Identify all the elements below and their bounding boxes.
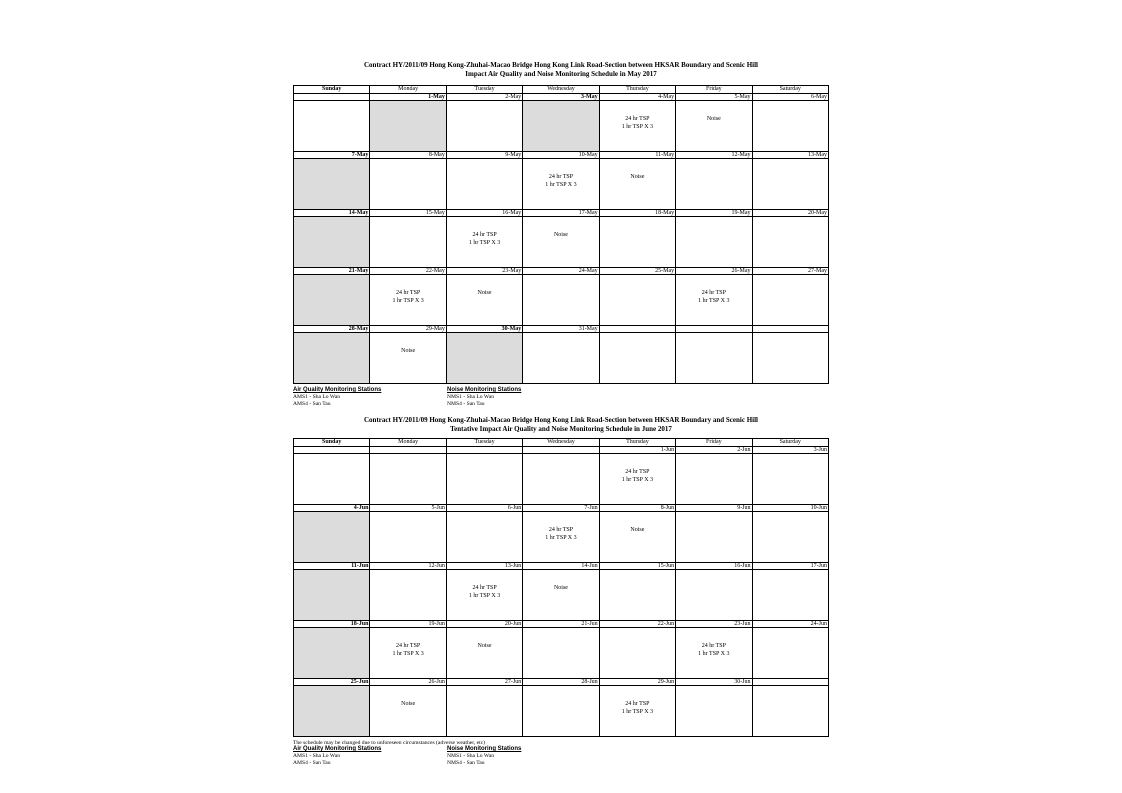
day-date: 19-May [676,210,752,217]
weekday-header-row [294,439,829,447]
weekday-header: Saturday [752,439,828,447]
weekday-header: Thursday [599,86,675,94]
monitoring-event [600,275,675,290]
day-cell [294,101,370,152]
monitoring-event [370,217,445,232]
day-date: 9-May [446,152,522,159]
day-cell [676,101,752,152]
weekday-header: Wednesday [523,439,599,447]
day-cell [523,686,599,737]
monitoring-event [523,333,598,348]
day-cell [446,454,522,505]
day-date: 22-May [370,268,446,275]
day-cell [599,570,675,621]
day-cell [599,275,675,326]
day-date: 27-Jun [446,679,522,686]
day-cell [370,275,446,326]
day-cell [599,333,675,384]
day-date: 10-Jun [752,505,828,512]
day-date: 22-Jun [599,621,675,628]
monitoring-event [676,686,751,701]
day-cell [446,275,522,326]
week-date-row [294,505,829,512]
monitoring-event [370,512,445,527]
monitoring-event: Noise [553,585,568,591]
june-aq-legend-title: Air Quality Monitoring Stations [293,746,382,752]
weekday-header: Tuesday [446,439,522,447]
week-body-row [294,628,829,679]
may-title-line1: Contract HY/2011/09 Hong Kong-Zhuhai-Macao Bridge Hong Kong Link Road-Section between HKSAR Boundary and Scenic Hill [364,61,758,69]
day-cell [599,454,675,505]
weekday-header: Monday [370,86,446,94]
day-cell [446,159,522,210]
day-cell [446,217,522,268]
monitoring-event: Noise [401,701,416,707]
monitoring-event: 24 hr TSP 1 hr TSP X 3 [621,701,654,715]
monitoring-event: 24 hr TSP 1 hr TSP X 3 [468,232,501,246]
week-body-row [294,570,829,621]
june-noise-legend-title: Noise Monitoring Stations [447,746,522,752]
day-cell [370,454,446,505]
day-cell [370,159,446,210]
day-date: 8-Jun [599,505,675,512]
monitoring-event [676,570,751,585]
week-body-row [294,512,829,563]
week-body-row [294,333,829,384]
monitoring-event: 24 hr TSP 1 hr TSP X 3 [468,585,501,599]
day-date [752,679,828,686]
day-date: 17-Jun [752,563,828,570]
day-date: 29-May [370,326,446,333]
day-cell [523,570,599,621]
day-cell [752,512,828,563]
day-date: 31-May [523,326,599,333]
weekday-header: Tuesday [446,86,522,94]
monitoring-event [294,101,369,116]
monitoring-event [753,217,828,232]
day-cell [446,570,522,621]
day-cell [523,628,599,679]
day-date [446,447,522,454]
monitoring-event [447,454,522,469]
day-date: 2-Jun [676,447,752,454]
day-cell [294,628,370,679]
day-date [676,326,752,333]
day-cell [523,217,599,268]
monitoring-event: Noise [477,290,492,296]
week-date-row [294,94,829,101]
day-cell [676,686,752,737]
day-cell [752,275,828,326]
monitoring-event [370,454,445,469]
monitoring-event: 24 hr TSP 1 hr TSP X 3 [621,116,654,130]
june-title [293,416,829,433]
day-cell [752,686,828,737]
day-date: 7-May [294,152,370,159]
day-cell [752,628,828,679]
schedule-note: The schedule may be changed due to unforeseen circumstances (adverse weather, etc) [293,740,486,746]
day-cell [676,454,752,505]
monitoring-event: 24 hr TSP 1 hr TSP X 3 [698,290,730,304]
day-cell [676,217,752,268]
week-date-row [294,447,829,454]
day-date [599,326,675,333]
monitoring-event: 24 hr TSP 1 hr TSP X 3 [392,643,424,657]
monitoring-event [523,454,598,469]
monitoring-event [294,275,369,290]
day-date [752,326,828,333]
monitoring-event [370,101,445,116]
monitoring-event [676,159,751,174]
weekday-header: Monday [370,439,446,447]
day-cell [676,570,752,621]
monitoring-event [523,686,598,701]
may-aq-station: AMS1 - Sha Lo Wan [293,393,340,400]
monitoring-event: Noise [553,232,568,238]
day-date [370,447,446,454]
day-date: 25-Jun [294,679,370,686]
monitoring-event [447,101,522,116]
day-date: 23-May [446,268,522,275]
day-date: 9-Jun [676,505,752,512]
june-noise-station: NMS1 - Sha Lo Wan [447,752,494,759]
may-noise-station: NMS1 - Sha Lo Wan [447,393,494,400]
monitoring-event [294,217,369,232]
monitoring-event [676,454,751,469]
week-date-row [294,210,829,217]
day-date: 16-Jun [676,563,752,570]
day-date: 2-May [446,94,522,101]
day-cell [294,217,370,268]
may-title-line2: Impact Air Quality and Noise Monitoring Schedule in May 2017 [465,69,657,78]
day-cell [599,628,675,679]
week-body-row [294,275,829,326]
day-date: 29-Jun [599,679,675,686]
monitoring-event [370,159,445,174]
monitoring-event [294,570,369,585]
monitoring-event: Noise [401,348,416,354]
day-cell [599,512,675,563]
day-cell [752,101,828,152]
day-date: 20-Jun [446,621,522,628]
day-date: 26-Jun [370,679,446,686]
monitoring-event [294,686,369,701]
day-date: 6-May [752,94,828,101]
day-cell [523,333,599,384]
day-cell [676,275,752,326]
day-cell [370,217,446,268]
day-cell [370,333,446,384]
may-noise-station: NMS4 - San Tau [447,400,485,407]
monitoring-event: Noise [630,527,645,533]
day-date: 5-Jun [370,505,446,512]
day-cell [446,512,522,563]
day-cell [294,686,370,737]
monitoring-event [523,628,598,643]
day-date: 24-Jun [752,621,828,628]
june-noise-legend [447,746,521,766]
monitoring-event [294,454,369,469]
day-cell [446,686,522,737]
monitoring-event [523,275,598,290]
day-cell [294,159,370,210]
weekday-header: Friday [676,439,752,447]
june-title-line2: Tentative Impact Air Quality and Noise Monitoring Schedule in June 2017 [450,424,672,433]
day-date: 15-Jun [599,563,675,570]
monitoring-event [447,512,522,527]
week-date-row [294,326,829,333]
day-cell [294,333,370,384]
day-date: 11-May [599,152,675,159]
monitoring-event [294,333,369,348]
may-title [293,61,829,78]
day-cell [370,628,446,679]
day-date: 16-May [446,210,522,217]
day-cell [370,686,446,737]
day-cell [676,628,752,679]
monitoring-event: 24 hr TSP 1 hr TSP X 3 [545,527,577,541]
day-date [523,447,599,454]
day-date: 30-May [446,326,522,333]
monitoring-event [676,333,751,348]
june-noise-station: NMS4 - San Tau [447,759,485,766]
monitoring-event: 24 hr TSP 1 hr TSP X 3 [698,643,730,657]
day-cell [752,454,828,505]
day-date: 14-May [294,210,370,217]
day-date: 1-Jun [599,447,675,454]
june-aq-station: AMS4 - San Tau [293,759,331,766]
week-date-row [294,268,829,275]
day-date: 17-May [523,210,599,217]
week-date-row [294,152,829,159]
day-cell [523,101,599,152]
day-date: 13-May [752,152,828,159]
monitoring-event: 24 hr TSP 1 hr TSP X 3 [545,174,577,188]
day-date: 28-Jun [523,679,599,686]
monitoring-event [753,159,828,174]
may-noise-legend [447,387,521,407]
weekday-header: Friday [676,86,752,94]
day-cell [370,101,446,152]
day-date: 4-Jun [294,505,370,512]
day-date: 26-May [676,268,752,275]
day-date: 6-Jun [446,505,522,512]
day-date: 5-May [676,94,752,101]
day-cell [599,686,675,737]
monitoring-event [753,628,828,643]
week-body-row [294,101,829,152]
day-date: 25-May [599,268,675,275]
day-cell [523,159,599,210]
day-cell [370,570,446,621]
monitoring-event [600,217,675,232]
day-cell [294,275,370,326]
day-cell [599,217,675,268]
day-cell [676,512,752,563]
monitoring-event [676,217,751,232]
monitoring-event [600,570,675,585]
may-aq-station: AMS4 - San Tau [293,400,331,407]
monitoring-event [447,159,522,174]
monitoring-event: Noise [706,116,721,122]
june-calendar [293,438,829,737]
day-date: 23-Jun [676,621,752,628]
day-cell [446,628,522,679]
monitoring-event [600,333,675,348]
day-date: 3-May [523,94,599,101]
monitoring-event [523,101,598,116]
monitoring-event [753,512,828,527]
day-date: 18-May [599,210,675,217]
day-date: 12-Jun [370,563,446,570]
monitoring-event [294,159,369,174]
week-date-row [294,563,829,570]
day-cell [752,217,828,268]
day-cell [752,333,828,384]
june-aq-station: AMS1 - Sha Lo Wan [293,752,340,759]
day-cell [294,512,370,563]
monitoring-event [294,628,369,643]
day-cell [752,570,828,621]
monitoring-event [753,686,828,701]
day-cell [676,333,752,384]
week-body-row [294,686,829,737]
day-date: 21-May [294,268,370,275]
weekday-header: Sunday [294,86,370,94]
day-date: 15-May [370,210,446,217]
day-date: 8-May [370,152,446,159]
monitoring-event [753,454,828,469]
week-body-row [294,454,829,505]
weekday-header: Saturday [752,86,828,94]
day-cell [446,333,522,384]
day-date: 14-Jun [523,563,599,570]
day-date: 20-May [752,210,828,217]
day-date: 10-May [523,152,599,159]
day-date [294,94,370,101]
monitoring-event [676,512,751,527]
day-date: 4-May [599,94,675,101]
monitoring-event [600,628,675,643]
june-aq-legend [293,746,381,766]
day-cell [294,570,370,621]
day-date: 3-Jun [752,447,828,454]
weekday-header: Sunday [294,439,370,447]
may-aq-legend-title: Air Quality Monitoring Stations [293,387,382,393]
day-cell [294,454,370,505]
may-calendar [293,85,829,384]
day-date: 1-May [370,94,446,101]
weekday-header-row [294,86,829,94]
day-date: 18-Jun [294,621,370,628]
day-date: 24-May [523,268,599,275]
day-cell [752,159,828,210]
weekday-header: Thursday [599,439,675,447]
week-body-row [294,159,829,210]
monitoring-event: 24 hr TSP 1 hr TSP X 3 [621,469,654,483]
day-cell [523,512,599,563]
monitoring-event [447,686,522,701]
day-cell [523,275,599,326]
monitoring-event: Noise [630,174,645,180]
monitoring-event: 24 hr TSP 1 hr TSP X 3 [392,290,424,304]
monitoring-event [753,570,828,585]
day-date: 12-May [676,152,752,159]
monitoring-event [753,333,828,348]
june-title-line1: Contract HY/2011/09 Hong Kong-Zhuhai-Macao Bridge Hong Kong Link Road-Section between HKSAR Boundary and Scenic Hill [364,416,758,424]
day-cell [446,101,522,152]
monitoring-event [753,101,828,116]
day-cell [599,101,675,152]
monitoring-event: Noise [477,643,492,649]
monitoring-event [753,275,828,290]
day-cell [523,454,599,505]
day-date: 30-Jun [676,679,752,686]
may-aq-legend [293,387,381,407]
day-date: 21-Jun [523,621,599,628]
week-date-row [294,621,829,628]
weekday-header: Wednesday [523,86,599,94]
day-cell [599,159,675,210]
day-cell [370,512,446,563]
monitoring-event [294,512,369,527]
day-date: 13-Jun [446,563,522,570]
day-date: 28-May [294,326,370,333]
day-date: 7-Jun [523,505,599,512]
day-date: 11-Jun [294,563,370,570]
day-date: 19-Jun [370,621,446,628]
week-date-row [294,679,829,686]
may-noise-legend-title: Noise Monitoring Stations [447,387,522,393]
week-body-row [294,217,829,268]
day-cell [676,159,752,210]
day-date [294,447,370,454]
day-date: 27-May [752,268,828,275]
monitoring-event [447,333,522,348]
monitoring-event [370,570,445,585]
